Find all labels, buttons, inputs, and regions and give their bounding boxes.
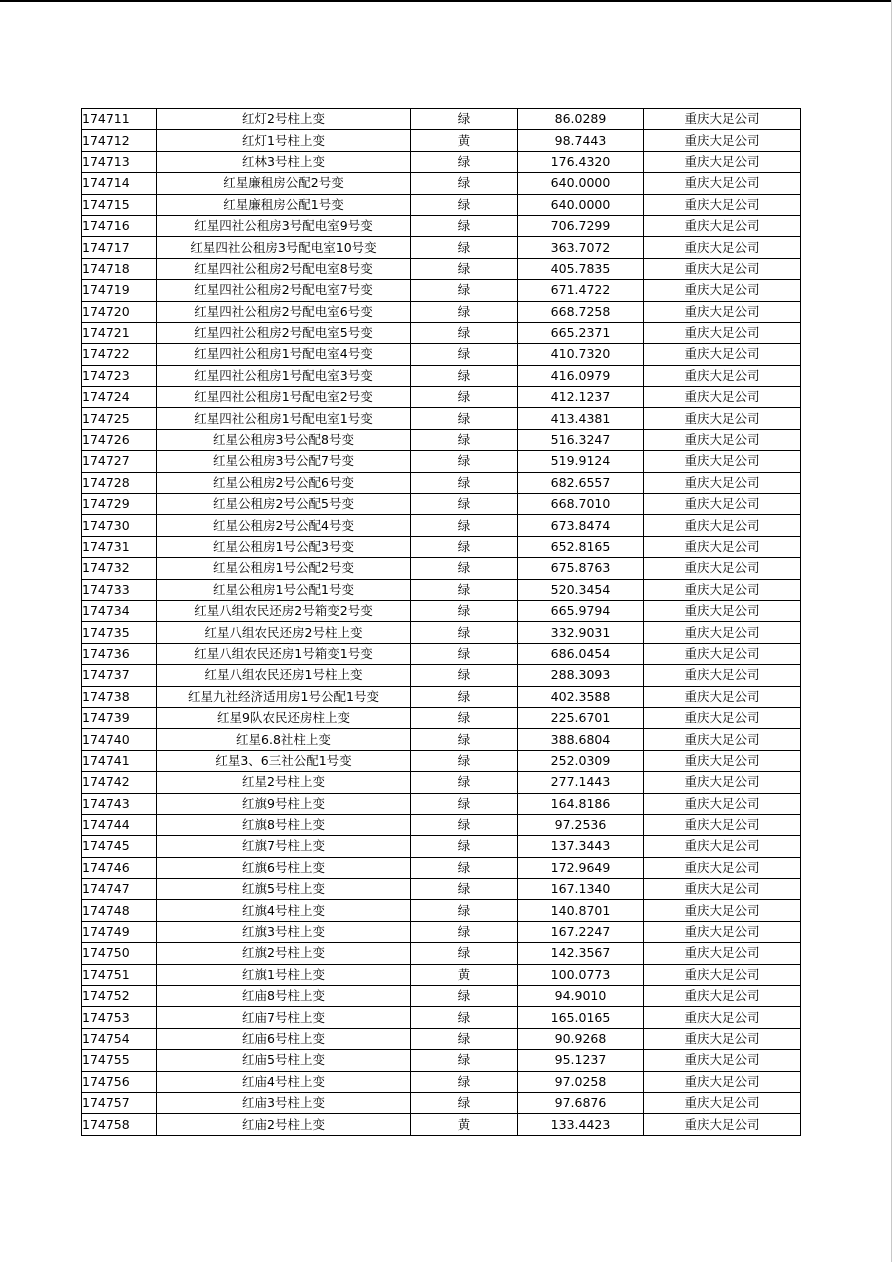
cell-company: 重庆大足公司 xyxy=(644,109,801,130)
cell-transformer-name: 红星廉租房公配2号变 xyxy=(157,173,411,194)
cell-id: 174714 xyxy=(82,173,157,194)
cell-transformer-name: 红旗2号柱上变 xyxy=(157,943,411,964)
cell-transformer-name: 红星公租房1号公配3号变 xyxy=(157,536,411,557)
cell-id: 174736 xyxy=(82,643,157,664)
cell-id: 174742 xyxy=(82,772,157,793)
cell-id: 174737 xyxy=(82,665,157,686)
cell-id: 174720 xyxy=(82,301,157,322)
cell-id: 174722 xyxy=(82,344,157,365)
cell-transformer-name: 红旗9号柱上变 xyxy=(157,793,411,814)
table-row xyxy=(82,921,801,942)
cell-transformer-name: 红灯2号柱上变 xyxy=(157,109,411,130)
table-row xyxy=(82,536,801,557)
cell-transformer-name: 红旗5号柱上变 xyxy=(157,879,411,900)
cell-company: 重庆大足公司 xyxy=(644,365,801,386)
cell-status: 绿 xyxy=(411,173,518,194)
cell-value: 665.2371 xyxy=(518,322,644,343)
cell-company: 重庆大足公司 xyxy=(644,836,801,857)
table-row xyxy=(82,365,801,386)
cell-transformer-name: 红星公租房2号公配5号变 xyxy=(157,494,411,515)
cell-transformer-name: 红庙8号柱上变 xyxy=(157,986,411,1007)
table-row xyxy=(82,750,801,771)
cell-company: 重庆大足公司 xyxy=(644,237,801,258)
cell-value: 668.7258 xyxy=(518,301,644,322)
cell-company: 重庆大足公司 xyxy=(644,665,801,686)
cell-value: 652.8165 xyxy=(518,536,644,557)
table-row xyxy=(82,729,801,750)
cell-company: 重庆大足公司 xyxy=(644,793,801,814)
table-row xyxy=(82,814,801,835)
cell-status: 绿 xyxy=(411,643,518,664)
cell-status: 绿 xyxy=(411,258,518,279)
cell-status: 绿 xyxy=(411,707,518,728)
cell-status: 绿 xyxy=(411,900,518,921)
cell-company: 重庆大足公司 xyxy=(644,387,801,408)
table-row xyxy=(82,515,801,536)
cell-transformer-name: 红星八组农民还房2号箱变2号变 xyxy=(157,600,411,621)
table-row xyxy=(82,1007,801,1028)
cell-id: 174716 xyxy=(82,215,157,236)
cell-status: 绿 xyxy=(411,215,518,236)
cell-status: 绿 xyxy=(411,558,518,579)
cell-status: 绿 xyxy=(411,579,518,600)
cell-value: 413.4381 xyxy=(518,408,644,429)
cell-id: 174752 xyxy=(82,986,157,1007)
table-row xyxy=(82,622,801,643)
cell-transformer-name: 红旗1号柱上变 xyxy=(157,964,411,985)
cell-id: 174725 xyxy=(82,408,157,429)
table-row xyxy=(82,258,801,279)
cell-company: 重庆大足公司 xyxy=(644,173,801,194)
cell-company: 重庆大足公司 xyxy=(644,472,801,493)
cell-transformer-name: 红星四社公租房3号配电室10号变 xyxy=(157,237,411,258)
table-row xyxy=(82,707,801,728)
cell-transformer-name: 红星八组农民还房2号柱上变 xyxy=(157,622,411,643)
cell-value: 142.3567 xyxy=(518,943,644,964)
cell-value: 225.6701 xyxy=(518,707,644,728)
table-row xyxy=(82,964,801,985)
cell-company: 重庆大足公司 xyxy=(644,408,801,429)
table-row xyxy=(82,1071,801,1092)
cell-status: 绿 xyxy=(411,1050,518,1071)
cell-value: 412.1237 xyxy=(518,387,644,408)
cell-id: 174744 xyxy=(82,814,157,835)
cell-transformer-name: 红星公租房3号公配8号变 xyxy=(157,429,411,450)
cell-transformer-name: 红灯1号柱上变 xyxy=(157,130,411,151)
cell-company: 重庆大足公司 xyxy=(644,151,801,172)
cell-status: 绿 xyxy=(411,301,518,322)
table-row xyxy=(82,793,801,814)
cell-value: 94.9010 xyxy=(518,986,644,1007)
cell-company: 重庆大足公司 xyxy=(644,857,801,878)
cell-id: 174726 xyxy=(82,429,157,450)
cell-company: 重庆大足公司 xyxy=(644,515,801,536)
table-row xyxy=(82,900,801,921)
cell-company: 重庆大足公司 xyxy=(644,280,801,301)
cell-id: 174735 xyxy=(82,622,157,643)
cell-company: 重庆大足公司 xyxy=(644,579,801,600)
cell-transformer-name: 红星四社公租房1号配电室1号变 xyxy=(157,408,411,429)
cell-company: 重庆大足公司 xyxy=(644,600,801,621)
cell-transformer-name: 红星公租房3号公配7号变 xyxy=(157,451,411,472)
cell-value: 405.7835 xyxy=(518,258,644,279)
table-row xyxy=(82,857,801,878)
cell-company: 重庆大足公司 xyxy=(644,707,801,728)
cell-transformer-name: 红旗3号柱上变 xyxy=(157,921,411,942)
cell-company: 重庆大足公司 xyxy=(644,301,801,322)
cell-id: 174734 xyxy=(82,600,157,621)
cell-id: 174719 xyxy=(82,280,157,301)
cell-value: 665.9794 xyxy=(518,600,644,621)
cell-company: 重庆大足公司 xyxy=(644,429,801,450)
table-row xyxy=(82,215,801,236)
cell-transformer-name: 红星八组农民还房1号柱上变 xyxy=(157,665,411,686)
cell-id: 174728 xyxy=(82,472,157,493)
cell-id: 174713 xyxy=(82,151,157,172)
cell-value: 388.6804 xyxy=(518,729,644,750)
cell-company: 重庆大足公司 xyxy=(644,1071,801,1092)
cell-id: 174747 xyxy=(82,879,157,900)
cell-company: 重庆大足公司 xyxy=(644,194,801,215)
cell-id: 174721 xyxy=(82,322,157,343)
cell-status: 绿 xyxy=(411,494,518,515)
table-row xyxy=(82,173,801,194)
cell-transformer-name: 红星9队农民还房柱上变 xyxy=(157,707,411,728)
cell-company: 重庆大足公司 xyxy=(644,686,801,707)
cell-value: 98.7443 xyxy=(518,130,644,151)
cell-status: 绿 xyxy=(411,943,518,964)
cell-status: 绿 xyxy=(411,857,518,878)
cell-company: 重庆大足公司 xyxy=(644,814,801,835)
cell-id: 174753 xyxy=(82,1007,157,1028)
cell-company: 重庆大足公司 xyxy=(644,964,801,985)
table-row xyxy=(82,344,801,365)
table-row xyxy=(82,686,801,707)
table-row xyxy=(82,643,801,664)
cell-status: 绿 xyxy=(411,194,518,215)
cell-id: 174724 xyxy=(82,387,157,408)
cell-value: 97.2536 xyxy=(518,814,644,835)
cell-id: 174739 xyxy=(82,707,157,728)
cell-company: 重庆大足公司 xyxy=(644,130,801,151)
cell-value: 90.9268 xyxy=(518,1028,644,1049)
cell-status: 绿 xyxy=(411,986,518,1007)
cell-id: 174711 xyxy=(82,109,157,130)
cell-value: 140.8701 xyxy=(518,900,644,921)
cell-company: 重庆大足公司 xyxy=(644,921,801,942)
cell-id: 174715 xyxy=(82,194,157,215)
cell-value: 277.1443 xyxy=(518,772,644,793)
cell-value: 520.3454 xyxy=(518,579,644,600)
cell-id: 174738 xyxy=(82,686,157,707)
cell-company: 重庆大足公司 xyxy=(644,1114,801,1135)
cell-status: 绿 xyxy=(411,1007,518,1028)
cell-status: 绿 xyxy=(411,772,518,793)
cell-status: 绿 xyxy=(411,472,518,493)
table-row xyxy=(82,1092,801,1113)
cell-value: 416.0979 xyxy=(518,365,644,386)
table-row xyxy=(82,130,801,151)
cell-company: 重庆大足公司 xyxy=(644,536,801,557)
cell-id: 174754 xyxy=(82,1028,157,1049)
cell-value: 167.2247 xyxy=(518,921,644,942)
cell-transformer-name: 红星廉租房公配1号变 xyxy=(157,194,411,215)
cell-id: 174749 xyxy=(82,921,157,942)
cell-transformer-name: 红旗7号柱上变 xyxy=(157,836,411,857)
cell-status: 绿 xyxy=(411,429,518,450)
cell-status: 绿 xyxy=(411,408,518,429)
table-row xyxy=(82,237,801,258)
cell-transformer-name: 红庙5号柱上变 xyxy=(157,1050,411,1071)
cell-transformer-name: 红庙3号柱上变 xyxy=(157,1092,411,1113)
cell-status: 绿 xyxy=(411,365,518,386)
cell-value: 668.7010 xyxy=(518,494,644,515)
cell-id: 174748 xyxy=(82,900,157,921)
cell-id: 174730 xyxy=(82,515,157,536)
cell-status: 绿 xyxy=(411,836,518,857)
cell-status: 绿 xyxy=(411,344,518,365)
cell-status: 绿 xyxy=(411,451,518,472)
cell-company: 重庆大足公司 xyxy=(644,879,801,900)
table-row xyxy=(82,772,801,793)
transformer-table xyxy=(81,108,801,1136)
table-row xyxy=(82,408,801,429)
table-row xyxy=(82,194,801,215)
cell-value: 640.0000 xyxy=(518,194,644,215)
cell-transformer-name: 红星公租房2号公配6号变 xyxy=(157,472,411,493)
cell-value: 706.7299 xyxy=(518,215,644,236)
cell-transformer-name: 红星四社公租房2号配电室8号变 xyxy=(157,258,411,279)
table-row xyxy=(82,429,801,450)
cell-status: 绿 xyxy=(411,1028,518,1049)
cell-id: 174743 xyxy=(82,793,157,814)
cell-value: 172.9649 xyxy=(518,857,644,878)
cell-value: 97.0258 xyxy=(518,1071,644,1092)
cell-id: 174757 xyxy=(82,1092,157,1113)
cell-status: 绿 xyxy=(411,814,518,835)
cell-value: 410.7320 xyxy=(518,344,644,365)
cell-id: 174729 xyxy=(82,494,157,515)
cell-transformer-name: 红星四社公租房2号配电室7号变 xyxy=(157,280,411,301)
cell-id: 174718 xyxy=(82,258,157,279)
cell-status: 黄 xyxy=(411,964,518,985)
table-body xyxy=(82,109,801,1136)
cell-company: 重庆大足公司 xyxy=(644,1050,801,1071)
cell-id: 174740 xyxy=(82,729,157,750)
cell-status: 绿 xyxy=(411,1071,518,1092)
cell-value: 402.3588 xyxy=(518,686,644,707)
cell-value: 97.6876 xyxy=(518,1092,644,1113)
cell-transformer-name: 红星6.8社柱上变 xyxy=(157,729,411,750)
cell-value: 100.0773 xyxy=(518,964,644,985)
cell-status: 绿 xyxy=(411,879,518,900)
cell-value: 332.9031 xyxy=(518,622,644,643)
cell-transformer-name: 红林3号柱上变 xyxy=(157,151,411,172)
cell-status: 黄 xyxy=(411,130,518,151)
table-row xyxy=(82,943,801,964)
cell-transformer-name: 红星公租房2号公配4号变 xyxy=(157,515,411,536)
cell-value: 682.6557 xyxy=(518,472,644,493)
cell-value: 288.3093 xyxy=(518,665,644,686)
cell-status: 绿 xyxy=(411,729,518,750)
cell-id: 174717 xyxy=(82,237,157,258)
cell-status: 绿 xyxy=(411,622,518,643)
cell-status: 绿 xyxy=(411,665,518,686)
table-row xyxy=(82,1114,801,1135)
table-row xyxy=(82,301,801,322)
cell-transformer-name: 红星2号柱上变 xyxy=(157,772,411,793)
cell-company: 重庆大足公司 xyxy=(644,900,801,921)
cell-transformer-name: 红星四社公租房1号配电室4号变 xyxy=(157,344,411,365)
cell-company: 重庆大足公司 xyxy=(644,1007,801,1028)
cell-transformer-name: 红星九社经济适用房1号公配1号变 xyxy=(157,686,411,707)
cell-transformer-name: 红庙2号柱上变 xyxy=(157,1114,411,1135)
table-row xyxy=(82,494,801,515)
cell-transformer-name: 红星四社公租房1号配电室3号变 xyxy=(157,365,411,386)
cell-id: 174750 xyxy=(82,943,157,964)
cell-company: 重庆大足公司 xyxy=(644,215,801,236)
cell-value: 95.1237 xyxy=(518,1050,644,1071)
cell-company: 重庆大足公司 xyxy=(644,772,801,793)
cell-status: 绿 xyxy=(411,387,518,408)
cell-company: 重庆大足公司 xyxy=(644,729,801,750)
cell-company: 重庆大足公司 xyxy=(644,1092,801,1113)
cell-status: 绿 xyxy=(411,151,518,172)
cell-transformer-name: 红庙6号柱上变 xyxy=(157,1028,411,1049)
cell-status: 绿 xyxy=(411,750,518,771)
cell-value: 686.0454 xyxy=(518,643,644,664)
cell-status: 绿 xyxy=(411,515,518,536)
table-row xyxy=(82,1050,801,1071)
cell-transformer-name: 红庙4号柱上变 xyxy=(157,1071,411,1092)
cell-company: 重庆大足公司 xyxy=(644,258,801,279)
table-row xyxy=(82,558,801,579)
table-row xyxy=(82,986,801,1007)
table-row xyxy=(82,109,801,130)
cell-status: 绿 xyxy=(411,280,518,301)
cell-transformer-name: 红星四社公租房2号配电室6号变 xyxy=(157,301,411,322)
cell-id: 174755 xyxy=(82,1050,157,1071)
cell-value: 671.4722 xyxy=(518,280,644,301)
cell-company: 重庆大足公司 xyxy=(644,451,801,472)
cell-id: 174712 xyxy=(82,130,157,151)
cell-id: 174723 xyxy=(82,365,157,386)
cell-transformer-name: 红星3、6三社公配1号变 xyxy=(157,750,411,771)
cell-value: 252.0309 xyxy=(518,750,644,771)
cell-company: 重庆大足公司 xyxy=(644,622,801,643)
cell-id: 174756 xyxy=(82,1071,157,1092)
cell-value: 133.4423 xyxy=(518,1114,644,1135)
cell-value: 165.0165 xyxy=(518,1007,644,1028)
cell-id: 174745 xyxy=(82,836,157,857)
cell-status: 绿 xyxy=(411,536,518,557)
cell-company: 重庆大足公司 xyxy=(644,344,801,365)
cell-company: 重庆大足公司 xyxy=(644,558,801,579)
cell-transformer-name: 红旗4号柱上变 xyxy=(157,900,411,921)
cell-company: 重庆大足公司 xyxy=(644,643,801,664)
cell-id: 174758 xyxy=(82,1114,157,1135)
cell-company: 重庆大足公司 xyxy=(644,986,801,1007)
cell-status: 绿 xyxy=(411,686,518,707)
table-row xyxy=(82,387,801,408)
cell-status: 绿 xyxy=(411,921,518,942)
cell-id: 174746 xyxy=(82,857,157,878)
cell-value: 519.9124 xyxy=(518,451,644,472)
table-row xyxy=(82,836,801,857)
table-row xyxy=(82,1028,801,1049)
cell-status: 绿 xyxy=(411,109,518,130)
cell-company: 重庆大足公司 xyxy=(644,322,801,343)
table-row xyxy=(82,280,801,301)
table-row xyxy=(82,322,801,343)
cell-value: 86.0289 xyxy=(518,109,644,130)
cell-transformer-name: 红星八组农民还房1号箱变1号变 xyxy=(157,643,411,664)
table-row xyxy=(82,151,801,172)
table-row xyxy=(82,665,801,686)
cell-value: 675.8763 xyxy=(518,558,644,579)
cell-value: 363.7072 xyxy=(518,237,644,258)
table-row xyxy=(82,879,801,900)
cell-transformer-name: 红旗8号柱上变 xyxy=(157,814,411,835)
cell-value: 516.3247 xyxy=(518,429,644,450)
cell-id: 174732 xyxy=(82,558,157,579)
cell-company: 重庆大足公司 xyxy=(644,943,801,964)
cell-transformer-name: 红旗6号柱上变 xyxy=(157,857,411,878)
cell-company: 重庆大足公司 xyxy=(644,494,801,515)
table-row xyxy=(82,451,801,472)
table-row xyxy=(82,472,801,493)
cell-value: 137.3443 xyxy=(518,836,644,857)
cell-status: 绿 xyxy=(411,793,518,814)
cell-value: 673.8474 xyxy=(518,515,644,536)
cell-value: 167.1340 xyxy=(518,879,644,900)
cell-transformer-name: 红星公租房1号公配1号变 xyxy=(157,579,411,600)
cell-value: 164.8186 xyxy=(518,793,644,814)
cell-id: 174727 xyxy=(82,451,157,472)
cell-transformer-name: 红星四社公租房3号配电室9号变 xyxy=(157,215,411,236)
cell-id: 174751 xyxy=(82,964,157,985)
cell-transformer-name: 红星四社公租房1号配电室2号变 xyxy=(157,387,411,408)
cell-company: 重庆大足公司 xyxy=(644,750,801,771)
table-row xyxy=(82,579,801,600)
cell-status: 黄 xyxy=(411,1114,518,1135)
page-top-border xyxy=(0,0,892,2)
cell-transformer-name: 红庙7号柱上变 xyxy=(157,1007,411,1028)
cell-value: 176.4320 xyxy=(518,151,644,172)
cell-status: 绿 xyxy=(411,322,518,343)
cell-value: 640.0000 xyxy=(518,173,644,194)
cell-company: 重庆大足公司 xyxy=(644,1028,801,1049)
cell-id: 174733 xyxy=(82,579,157,600)
table-row xyxy=(82,600,801,621)
cell-status: 绿 xyxy=(411,237,518,258)
cell-status: 绿 xyxy=(411,1092,518,1113)
cell-status: 绿 xyxy=(411,600,518,621)
cell-transformer-name: 红星四社公租房2号配电室5号变 xyxy=(157,322,411,343)
cell-id: 174731 xyxy=(82,536,157,557)
cell-id: 174741 xyxy=(82,750,157,771)
cell-transformer-name: 红星公租房1号公配2号变 xyxy=(157,558,411,579)
